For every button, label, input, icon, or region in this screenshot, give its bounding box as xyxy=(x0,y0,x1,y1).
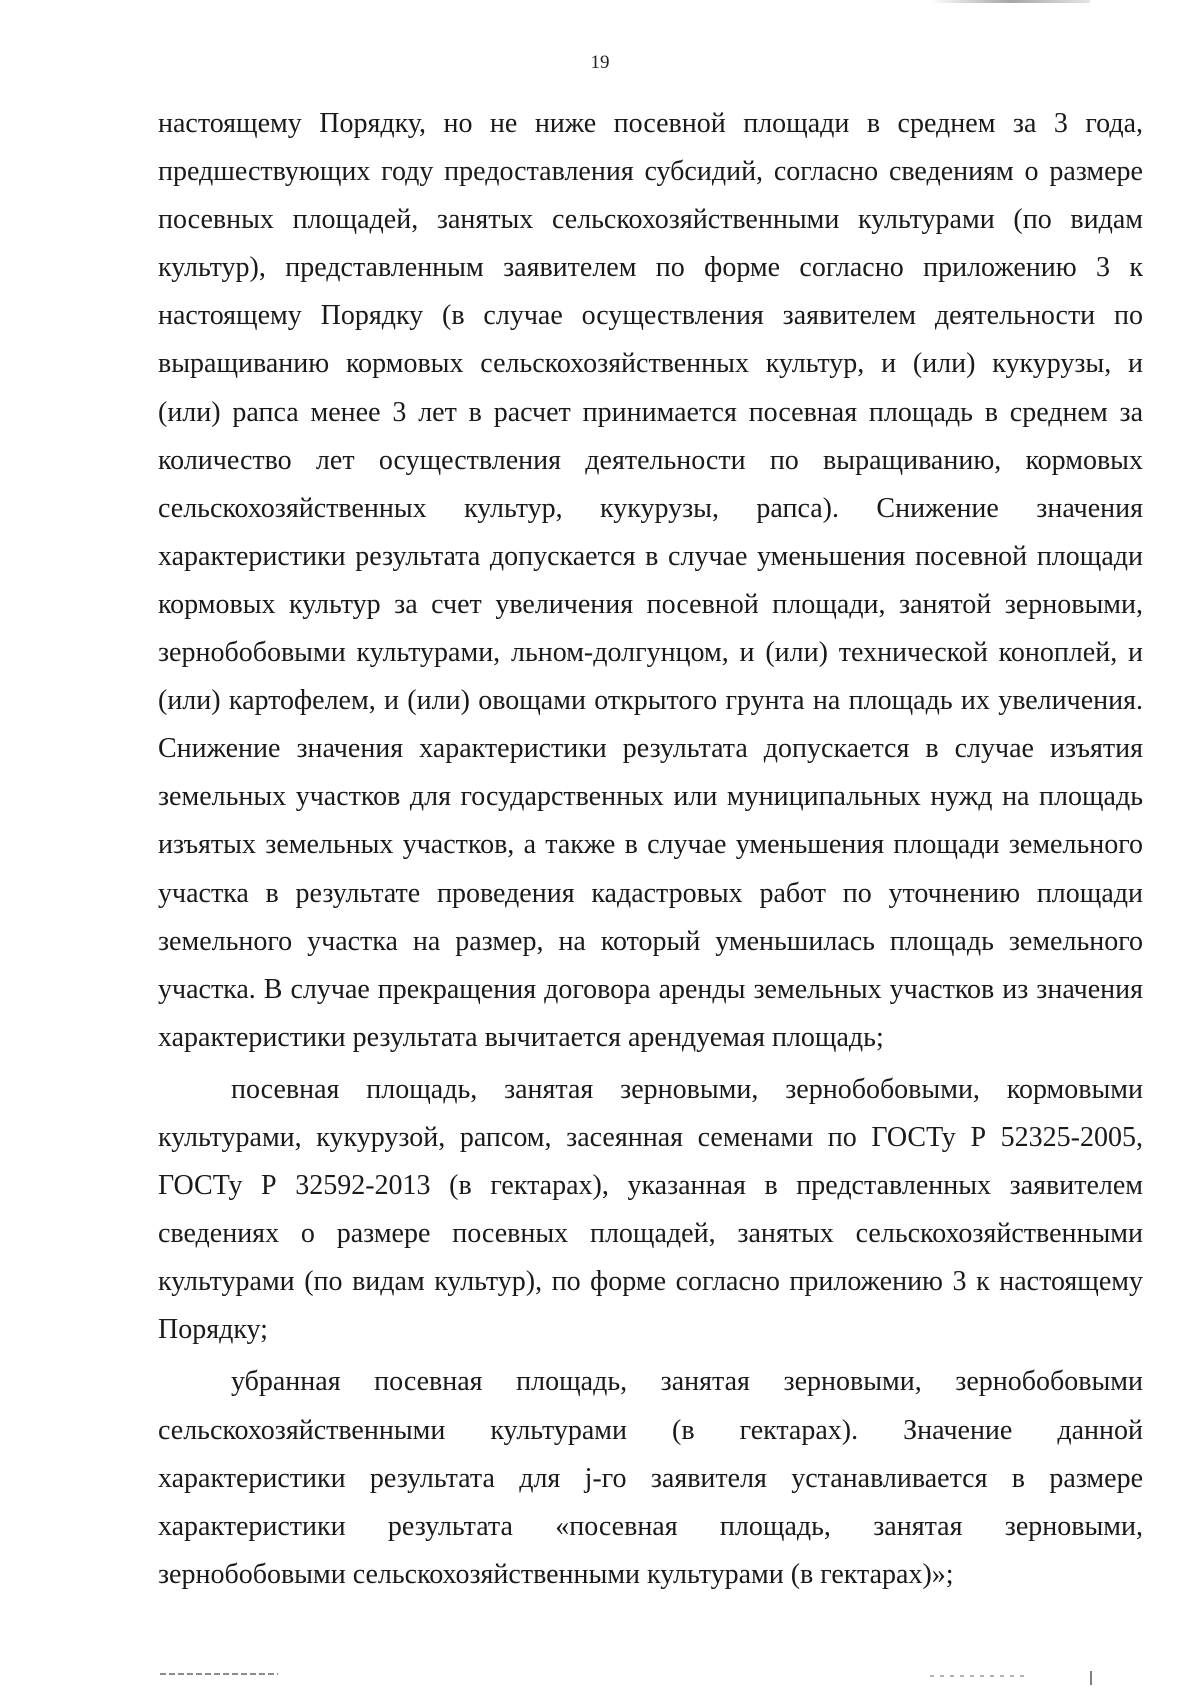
scan-artifact-tick xyxy=(1090,1671,1092,1685)
page-number: 19 xyxy=(590,52,610,73)
paragraph-continuation: настоящему Порядку, но не ниже посевной площади в среднем за 3 года, предшествующих году предоставления субсидий, согласно сведениям о размере посевных площадей, занятых сельскохозяйственными культурами (по видам культур), представленным заявителем по форме согласно приложению 3 к настоящему Порядку (в случае осуществления заявителем деятельности по выращиванию кормовых сельскохозяйственных культур, и (или) кукурузы, и (или) рапса менее 3 лет в расчет принимается посевная площадь в среднем за количество лет осуществления деятельности по выращиванию, кормовых сельскохозяйственных культур, кукурузы, рапса). Снижение значения характеристики результата допускается в случае уменьшения посевной площади кормовых культур за счет увеличения посевной площади, занятой зерновыми, зернобобовыми культурами, льном-долгунцом, и (или) технической коноплей, и (или) картофелем, и (или) овощами открытого грунта на площадь их увеличения. Снижение значения характеристики результата допускается в случае изъятия земельных участков для государственных или муниципальных нужд на площадь изъятых земельных участков, а также в случае уменьшения площади земельного участка в результате проведения кадастровых работ по уточнению площади земельного участка на размер, на который уменьшилась площадь земельного участка. В случае прекращения договора аренды земельных участков из значения характеристики результата вычитается арендуемая площадь; xyxy=(158,108,1143,1053)
paragraph-harvested-area: убранная посевная площадь, занятая зерновыми, зернобобовыми сельскохозяйственными культурами (в гектарах). Значение данной характеристики результата для j-го заявителя устанавливается в размере характеристики результата «посевная площадь, занятая зерновыми, зернобобовыми сельскохозяйственными культурами (в гектарах)»; xyxy=(158,1366,1143,1590)
scan-artifact-top xyxy=(930,0,1090,3)
paragraph-sown-area-seeds: посевная площадь, занятая зерновыми, зернобобовыми, кормовыми культурами, кукурузой, рапсом, засеянная семенами по ГОСТу Р 52325-2005, ГОСТу Р 32592-2013 (в гектарах), указанная в представленных заявителем сведениях о размере посевных площадей, занятых сельскохозяйственными культурами (по видам культур), по форме согласно приложению 3 к настоящему Порядку; xyxy=(158,1073,1143,1346)
document-body xyxy=(158,100,1143,1599)
scan-artifact-bottom-left xyxy=(160,1673,278,1675)
scan-artifact-bottom-right xyxy=(930,1675,1030,1677)
